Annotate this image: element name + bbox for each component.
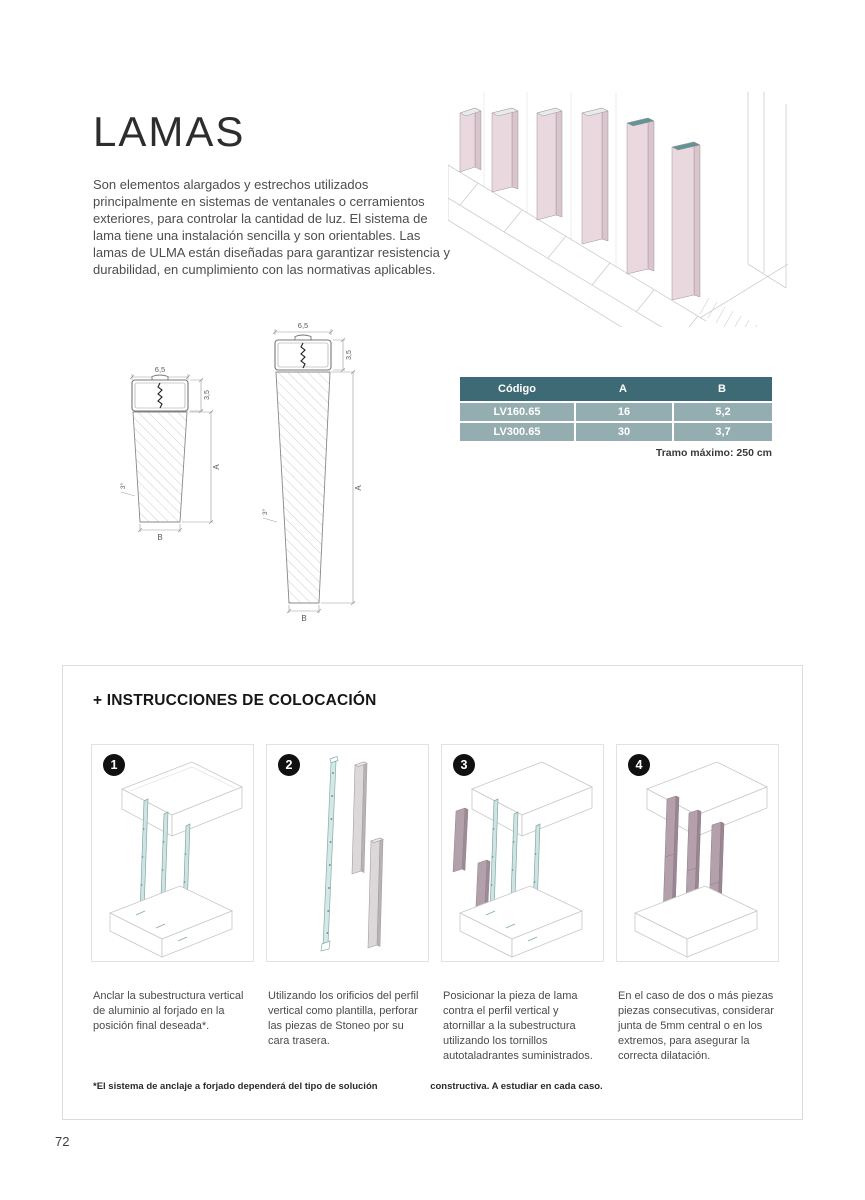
intro-paragraph: Son elementos alargados y estrechos utilizados principalmente en sistemas de ventanales o cerramientos exteriores, para controlar la cantidad de luz. El sistema de lama tiene una instalación sencilla y son orientables. Las lamas de ULMA están diseñadas para garantizar resistencia y durabilidad, en cumplimiento con las normativas aplicables. <box>93 177 450 277</box>
step-1-caption: Anclar la subestructura vertical de aluminio al forjado en la posición final deseada*. <box>93 990 244 1032</box>
footnote-right: constructiva. A estudiar en cada caso. <box>430 1081 603 1092</box>
dim-angle <box>261 508 277 522</box>
svg-text:B: B <box>301 614 307 623</box>
svg-text:3°: 3° <box>262 508 269 516</box>
step-2-badge: 2 <box>278 754 300 776</box>
spec-table <box>460 377 772 441</box>
dim-angle <box>119 482 135 496</box>
ground-hatch <box>700 298 773 327</box>
col-header-a: A <box>619 383 627 395</box>
step-2-illustration <box>267 745 428 961</box>
slat-2 <box>492 108 518 192</box>
footnote <box>93 1081 603 1092</box>
svg-text:3,5: 3,5 <box>204 390 211 400</box>
dim-height-A <box>182 410 221 524</box>
slat-body-section <box>276 372 330 603</box>
step-card-3 <box>441 744 604 962</box>
step-1-illustration <box>92 745 253 961</box>
step-1-badge: 1 <box>103 754 125 776</box>
profile-drawing-large <box>255 320 365 632</box>
col-header-codigo: Código <box>498 383 536 395</box>
instructions-heading: + INSTRUCCIONES DE COLOCACIÓN <box>93 692 377 709</box>
slat-4 <box>582 108 608 244</box>
step-3-badge: 3 <box>453 754 475 776</box>
dim-head-height <box>190 378 211 413</box>
cell-a: 30 <box>576 423 672 441</box>
svg-text:B: B <box>157 533 163 542</box>
svg-text:6,5: 6,5 <box>297 321 309 330</box>
lamas-isometric-illustration <box>448 92 788 327</box>
step-card-2 <box>266 744 429 962</box>
svg-text:A: A <box>212 464 221 470</box>
step-card-4 <box>616 744 779 962</box>
step-2-caption: Utilizando los orificios del perfil vertical como plantilla, perforar las piezas de Stoneo por su cara trasera. <box>268 990 419 1047</box>
dim-top-width <box>273 321 333 335</box>
slat-3 <box>537 108 562 220</box>
svg-text:3,5: 3,5 <box>346 350 353 360</box>
slat-6 <box>672 142 700 300</box>
dim-bottom-width-B <box>138 524 182 542</box>
step-4-illustration <box>617 745 778 961</box>
table-row <box>460 403 772 421</box>
step-3-caption: Posicionar la pieza de lama contra el perfil vertical y atornillar a la subestructura utilizando los tornillos autotaladrantes suministrados. <box>443 990 593 1062</box>
slat-body-section <box>133 412 187 522</box>
page-title: LAMAS <box>93 108 246 155</box>
svg-text:3°: 3° <box>120 482 127 490</box>
footnote-left: *El sistema de anclaje a forjado dependerá del tipo de solución <box>93 1081 378 1092</box>
table-note: Tramo máximo: 250 cm <box>655 447 772 459</box>
table-header-row <box>460 377 772 401</box>
step-4-caption: En el caso de dos o más piezas piezas consecutivas, considerar junta de 5mm central o en los extremos, para asegurar la correcta dilatación. <box>618 990 774 1062</box>
pivot-nub <box>152 375 168 380</box>
step-3-illustration <box>442 745 603 961</box>
svg-text:6,5: 6,5 <box>154 365 166 374</box>
dim-bottom-width-B <box>287 605 321 623</box>
cell-b: 3,7 <box>674 423 772 441</box>
cell-codigo: LV300.65 <box>460 423 574 441</box>
cell-b: 5,2 <box>674 403 772 421</box>
table-row <box>460 423 772 441</box>
cell-a: 16 <box>576 403 672 421</box>
col-header-b: B <box>718 383 726 395</box>
svg-text:A: A <box>354 485 363 491</box>
slat-5 <box>627 118 654 274</box>
profile-drawing-small <box>115 330 225 545</box>
slat-1 <box>460 108 481 172</box>
step-4-badge: 4 <box>628 754 650 776</box>
pivot-nub <box>295 335 311 340</box>
cell-codigo: LV160.65 <box>460 403 574 421</box>
step-card-1 <box>91 744 254 962</box>
dim-head-height <box>333 338 353 372</box>
page-number: 72 <box>55 1134 70 1149</box>
instructions-section <box>62 665 803 1120</box>
slats <box>460 108 700 300</box>
